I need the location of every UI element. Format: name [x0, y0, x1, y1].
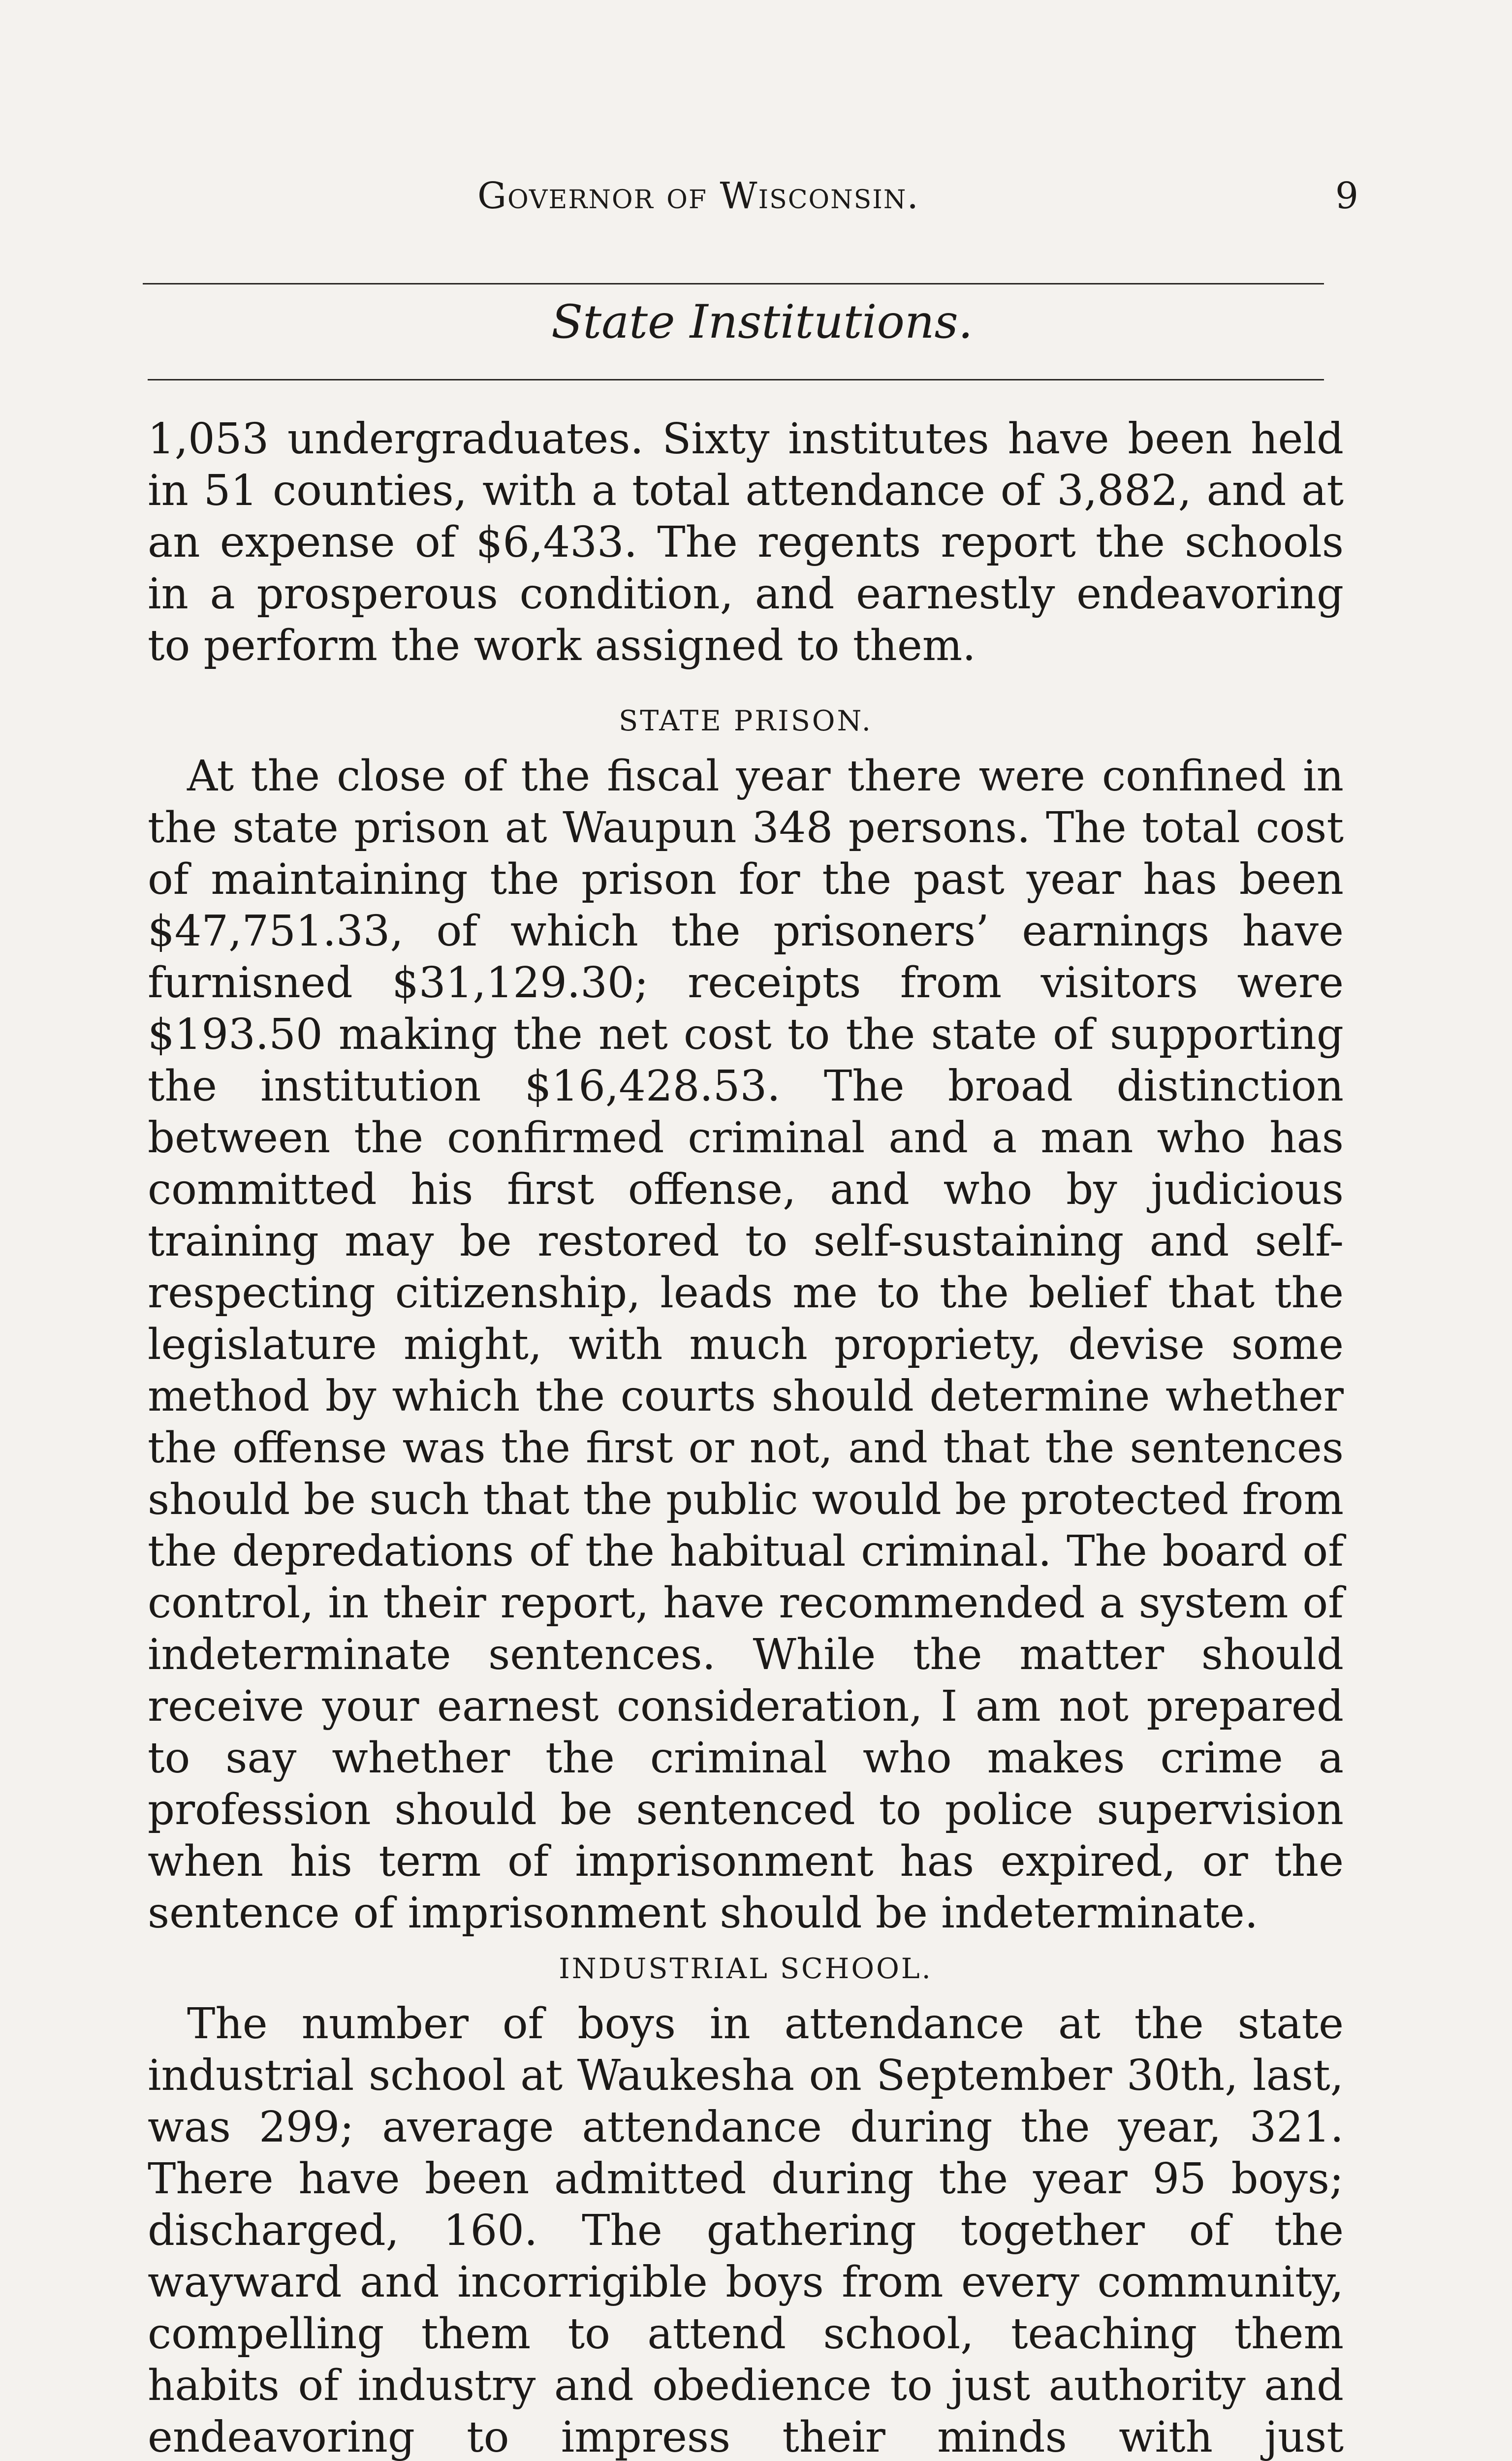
paragraph-industrial-school: The number of boys in attendance at the state industrial school at Waukesha on September 30th, last, was 299; average attendance during the year, 321. There have been admitted during the year 95 boys; discharged, 160. The gathering together of the wayward and incorrigible boys from every community, compelling them to attend school, teaching them habits of industry and obedience to just authority and endeavoring to impress their minds with just [148, 1999, 1344, 2461]
industrial-school-heading: INDUSTRIAL SCHOOL. [559, 1953, 933, 1985]
running-title: Governor of Wisconsin. [477, 175, 919, 217]
page-number: 9 [1335, 175, 1358, 217]
top-rule [143, 283, 1324, 284]
section-title: State Institutions. [551, 295, 973, 349]
running-head [148, 175, 1358, 234]
bottom-rule [148, 379, 1324, 380]
state-prison-heading: STATE PRISON. [619, 705, 873, 737]
body-text [148, 413, 1344, 2461]
paragraph-state-prison: At the close of the fiscal year there were confined in the state prison at Waupun 348 persons. The total cost of maintaining the prison for the past year has been $47,751.33, of which the prisoners’ earnings have furnisned $31,129.30; receipts from visitors were $193.50 making the net cost to the state of supporting the institution $16,428.53. The broad distinction between the confirmed criminal and a man who has committed his first offense, and who by judicious training may be restored to self-sustaining and self-respecting citizenship, leads me to the belief that the legislature might, with much propriety, devise some method by which the courts should determine whether the offense was the first or not, and that the sentences should be such that the public would be protected from the depredations of the habitual criminal. The board of control, in their report, have recommended a system of indeterminate sentences. While the matter should receive your earnest consideration, I am not prepared to say whether the criminal who makes crime a profession should be sentenced to police supervision when his term of imprisonment has expired, or the sentence of imprisonment should be indeterminate. [148, 752, 1344, 1938]
paragraph-intro: 1,053 undergraduates. Sixty institutes have been held in 51 counties, with a total attendance of 3,882, and at an expense of $6,433. The regents report the schools in a prosperous condition, and earnestly endeavoring to perform the work assigned to them. [148, 414, 1344, 670]
